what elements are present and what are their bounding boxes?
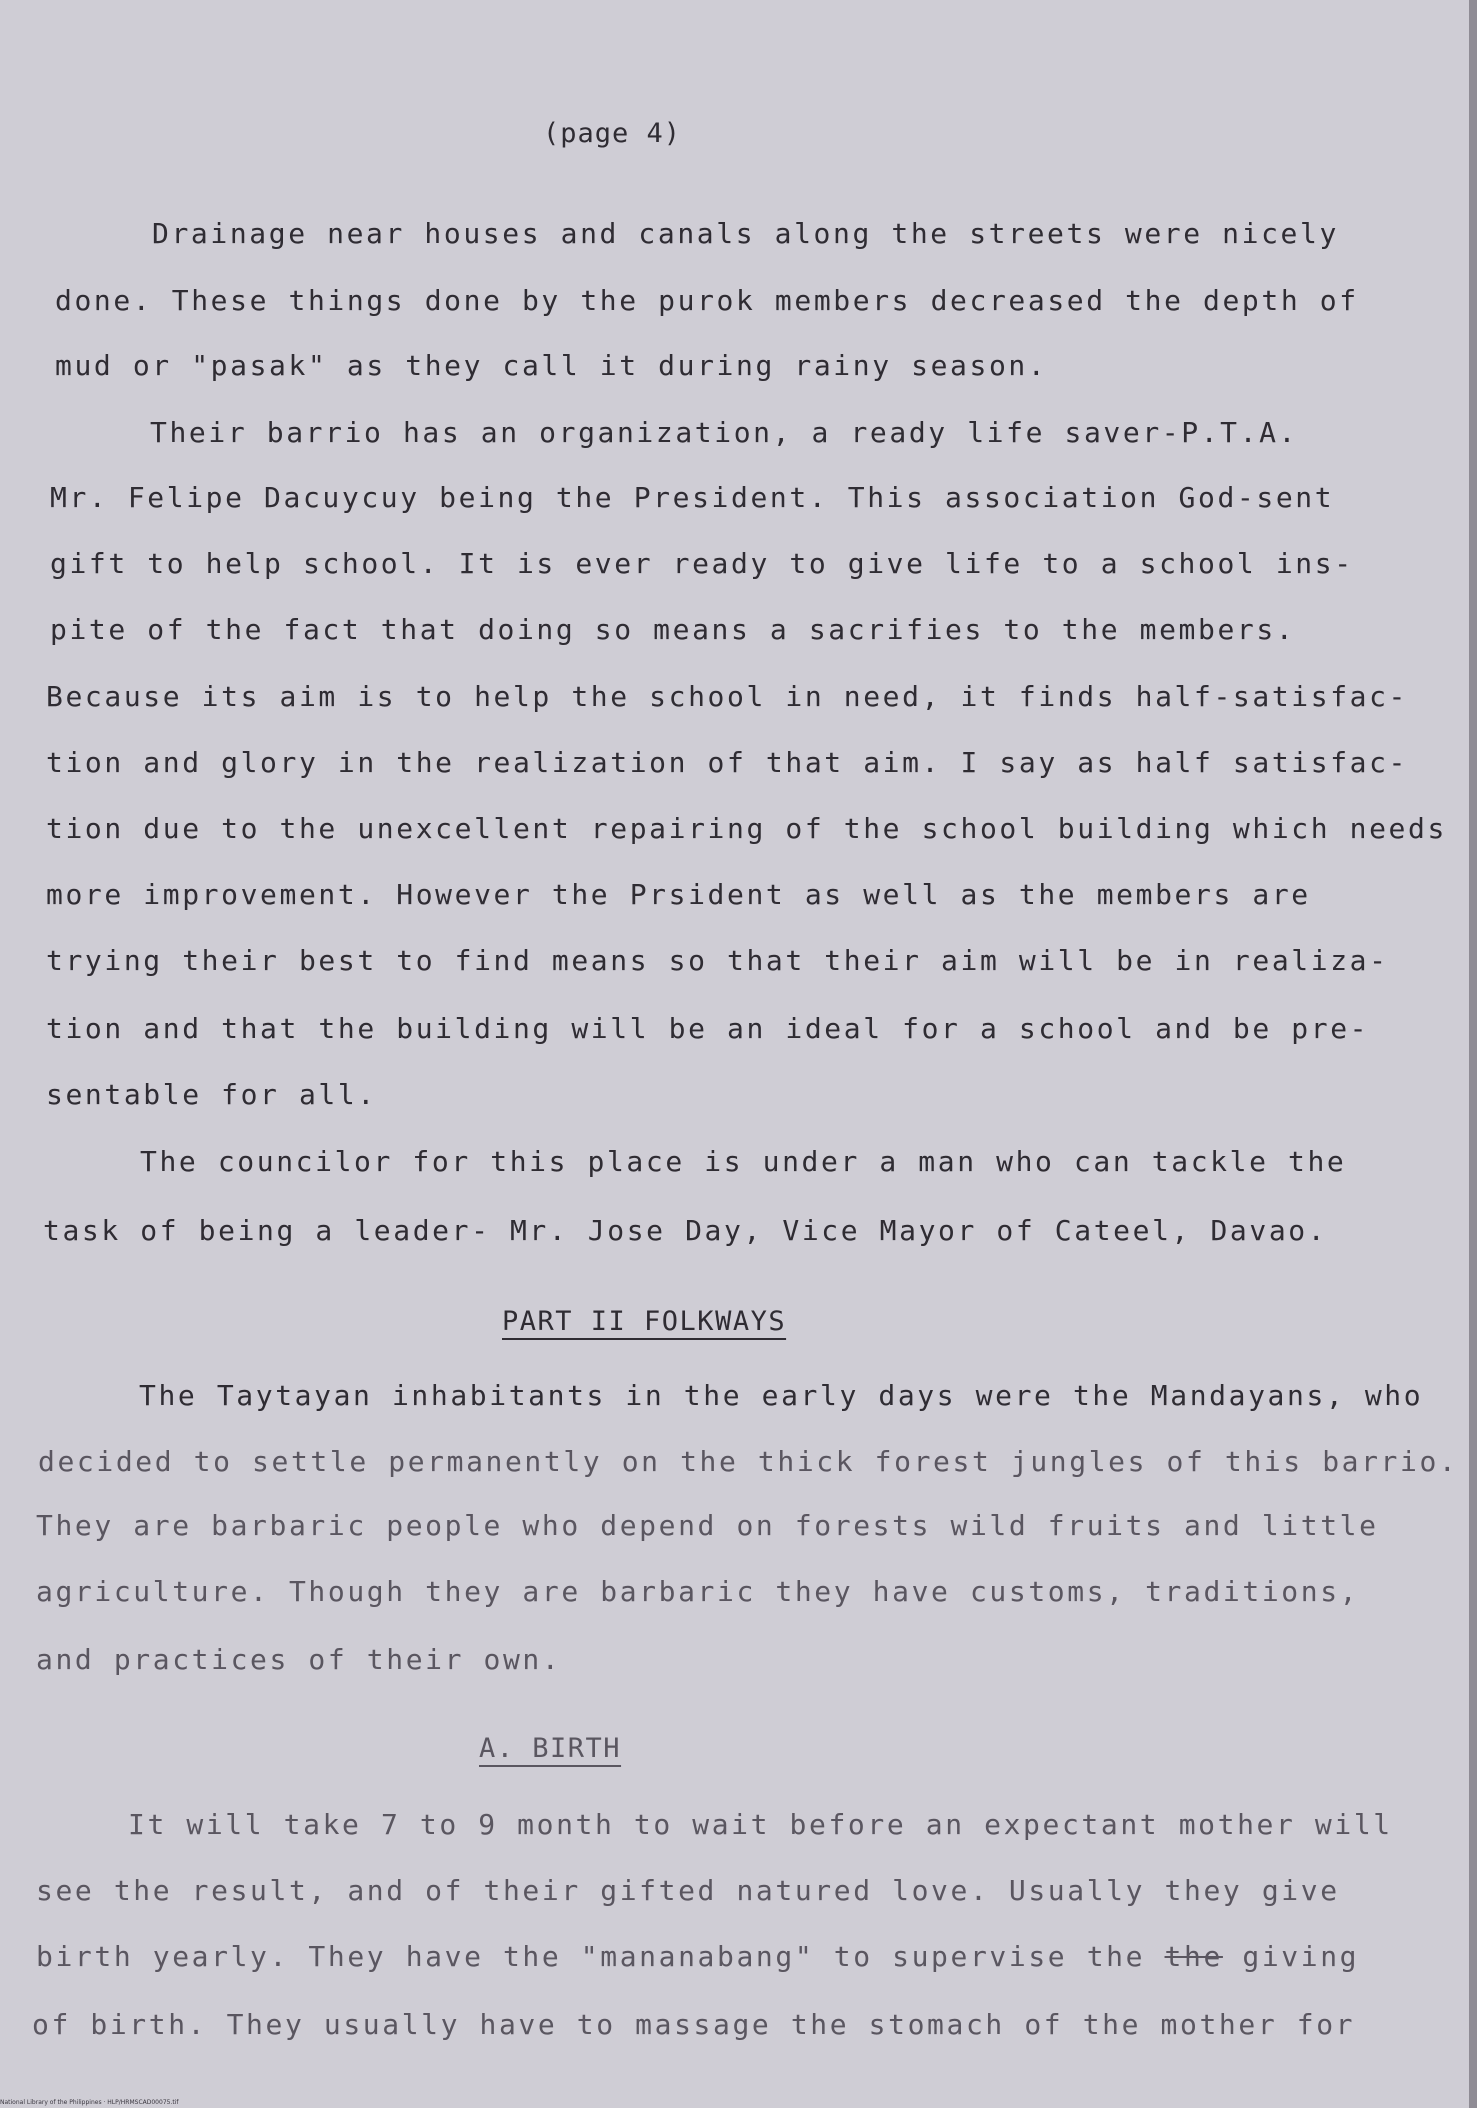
- text-line: Their barrio has an organization, a ready life saver-P.T.A.: [150, 416, 1298, 449]
- struck-word: the: [1164, 1940, 1223, 1973]
- section-heading-birth: A. BIRTH: [479, 1733, 622, 1764]
- text-line: The councilor for this place is under a man who can tackle the: [140, 1145, 1347, 1178]
- text-line: tion and glory in the realization of that aim. I say as half satisfac-: [46, 746, 1409, 779]
- text-line: [36, 1940, 1359, 1974]
- text-line: Because its aim is to help the school in need, it finds half-satisfac-: [46, 680, 1409, 713]
- text-segment: giving: [1222, 1940, 1360, 1973]
- text-line: trying their best to find means so that their aim will be in realiza-: [46, 944, 1389, 977]
- text-line: Drainage near houses and canals along the streets were nicely: [152, 217, 1339, 250]
- text-line: pite of the fact that doing so means a sacrifies to the members.: [50, 613, 1296, 646]
- page-number: (page 4): [543, 118, 682, 149]
- text-line: sentable for all.: [46, 1078, 377, 1111]
- text-line: see the result, and of their gifted natured love. Usually they give: [36, 1874, 1340, 1907]
- text-line: tion and that the building will be an ideal for a school and be pre-: [46, 1012, 1370, 1045]
- text-line: and practices of their own.: [36, 1643, 562, 1676]
- scan-footer: National Library of the Philippines · HLP/HRMSCAD00075.tif: [0, 2099, 179, 2106]
- text-line: of birth. They usually have to massage the stomach of the mother for: [32, 2008, 1356, 2041]
- text-line: It will take 7 to 9 month to wait before an expectant mother will: [128, 1808, 1393, 1841]
- text-line: mud or "pasak" as they call it during rainy season.: [55, 349, 1048, 382]
- text-line: They are barbaric people who depend on forests wild fruits and little: [36, 1509, 1379, 1542]
- text-line: tion due to the unexcellent repairing of the school building which needs: [46, 812, 1447, 845]
- text-line: agriculture. Though they are barbaric they have customs, traditions,: [36, 1575, 1360, 1608]
- text-line: The Taytayan inhabitants in the early days were the Mandayans, who: [139, 1379, 1424, 1412]
- section-heading-part2: PART II FOLKWAYS: [502, 1306, 787, 1337]
- text-line: more improvement. However the Prsident as well as the members are: [46, 878, 1311, 911]
- text-line: gift to help school. It is ever ready to give life to a school ins-: [50, 547, 1354, 580]
- text-line: Mr. Felipe Dacuycuy being the President. This association God-sent: [50, 481, 1335, 514]
- page-edge: [1469, 0, 1477, 2108]
- text-line: task of being a leader- Mr. Jose Day, Vice Mayor of Cateel, Davao.: [43, 1214, 1328, 1247]
- text-line: done. These things done by the purok members decreased the depth of: [55, 284, 1359, 317]
- text-line: decided to settle permanently on the thick forest jungles of this barrio.: [38, 1445, 1459, 1478]
- text-segment: birth yearly. They have the "mananabang" to supervise the: [36, 1940, 1165, 1973]
